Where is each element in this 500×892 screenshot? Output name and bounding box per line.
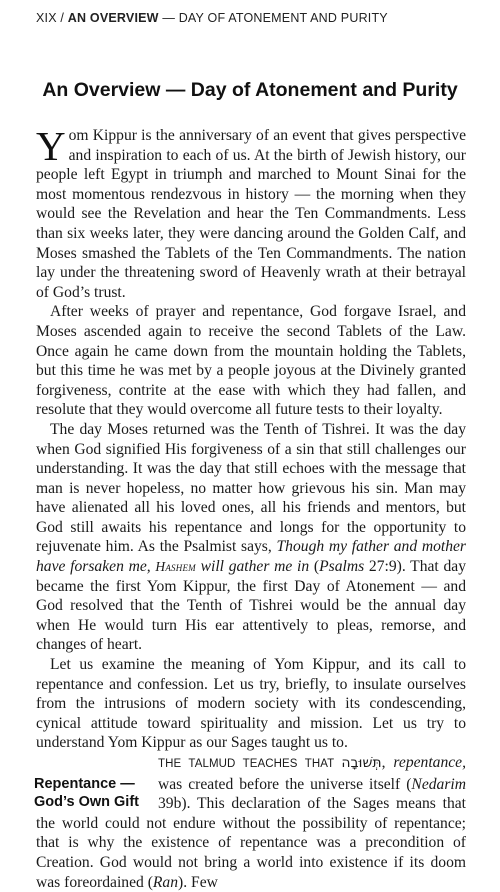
paragraph-2: After weeks of prayer and repentance, God forgave Israel, and Moses ascended again to receive the second Tablets of the Law. Once again he came down from the mountain holding the Tablets, but this time he was met by a people joyous at the Divinely granted forgiveness, contrite at the ease with which they had fallen, and resolute that they would overcome all future tests to their loyalty. xyxy=(36,303,466,419)
paragraph-1-text: om Kippur is the anniversary of an event that gives perspective and inspiration to each of us. At the birth of Jewish history, our people left Egypt in triumph and marched to Mount Sinai for the most momentous rendezvous in history — the morning when they would see the Revelation and hear the Ten Commandments. Less than six weeks later, they were dancing around the Golden Calf, and Moses smashed the Tablets of the Ten Commandments. The nation lay under the threatening sword of Heavenly wrath at their betrayal of God’s trust. xyxy=(36,127,466,301)
drop-cap: Y xyxy=(36,123,66,169)
paragraph-1 xyxy=(36,123,466,302)
side-heading-line-1: Repentance — xyxy=(34,775,135,792)
section-paragraph: Repentance — God’s Own Gift THE TALMUD TEACHES THAT תְּשׁוּבָה, repentance, was created before the universe itself (Nedarim 39b). This declaration of the Sages means that the world could not endure without the possibility of repentance; that is why the existence of repentance was a precondition of Creation. God would not bring a world into existence if its doom was foreordained (Ran). Few xyxy=(34,754,466,891)
psalm-source: Psalms xyxy=(319,558,365,576)
running-head-section: AN OVERVIEW xyxy=(67,11,159,25)
section-text-2: 39b). This declaration of the Sages means that the world could not endure without the possibility of repentance; that is why the existence of repentance was a precondition of Creation. God would not bring a world into existence if its doom was foreordained ( xyxy=(36,795,466,891)
running-head xyxy=(36,10,466,26)
term-translation: repentance, xyxy=(393,754,466,771)
lead-in-caps: THE TALMUD TEACHES THAT xyxy=(158,758,342,770)
paragraph-3 xyxy=(36,420,466,655)
hebrew-term: תְּשׁוּבָה xyxy=(341,755,382,771)
paragraph-3-paren: ( xyxy=(309,558,320,576)
source-nedarim: Nedarim xyxy=(411,775,466,793)
section-text-3: ). Few xyxy=(178,873,218,891)
source-ran: Ran xyxy=(152,873,179,891)
side-heading-line-2: God’s Own Gift xyxy=(34,793,139,810)
psalm-quote-end: will gather me in xyxy=(195,558,310,576)
side-heading xyxy=(34,755,148,811)
paragraph-3-text-end: 27:9). That day became the first Yom Kippur, the first Day of Atonement — and God resolved that the Tenth of Tishrei would be the annual day when He would turn His ear attentively to pleas, remorse, and changes of heart. xyxy=(36,558,466,654)
paragraph-3-text: The day Moses returned was the Tenth of Tishrei. It was the day when God signified His forgiveness of a sin that still challenges our understanding. It was the day that still echoes with the message that man is never hopeless, no matter how grievous his sin. Man may have alienated all his loved ones, all his friends and mentors, but God still awaits his repentance and longs for the opportunity to rejuvenate him. As the Psalmist says, xyxy=(36,420,466,556)
psalm-quote: Though my father and mother have forsaken me, xyxy=(36,538,466,576)
folio: XIX / xyxy=(36,11,65,25)
body-text xyxy=(34,123,466,892)
divine-name: Hashem xyxy=(155,559,196,575)
section-text: was created before the universe itself ( xyxy=(158,775,412,793)
running-head-title: — DAY OF ATONEMENT AND PURITY xyxy=(158,11,388,25)
page-title: An Overview — Day of Atonement and Purity xyxy=(42,79,458,101)
paragraph-4: Let us examine the meaning of Yom Kippur, and its call to repentance and confession. Let us try, briefly, to insulate ourselves from the intrusions of modern society with its condescending, cynical attitude toward spirituality and mission. Let us try to understand Yom Kippur as our Sages taught us to. xyxy=(36,656,466,752)
